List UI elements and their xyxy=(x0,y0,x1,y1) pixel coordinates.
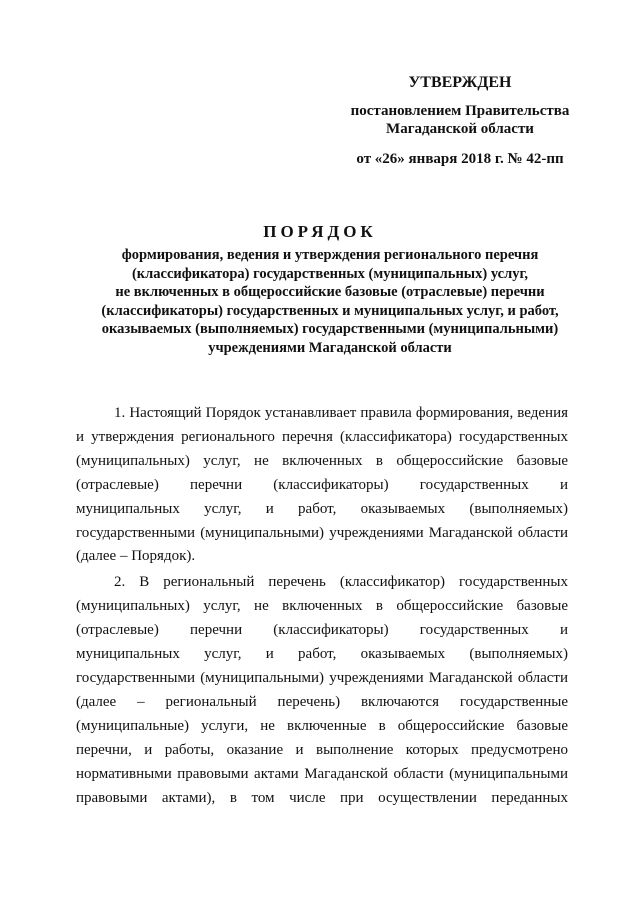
paragraph-2 xyxy=(76,571,568,810)
body-line: 1. Настоящий Порядок устанавливает правила формирования, ведения xyxy=(114,405,568,421)
subtitle-line: оказываемых (выполняемых) государственными (муниципальными) xyxy=(101,321,559,337)
body-line: (муниципальные) услуги, не включенные в общероссийские базовые xyxy=(76,717,568,734)
approval-date: от «26» января 2018 г. № 42-пп xyxy=(356,151,564,167)
document-title: ПОРЯДОК xyxy=(263,222,377,241)
approval-title: УТВЕРЖДЕН xyxy=(408,74,512,91)
document-subtitle xyxy=(70,246,590,357)
body-line: (муниципальных) услуг, не включенных в общероссийские базовые xyxy=(76,598,568,615)
paragraph-1 xyxy=(76,402,568,569)
subtitle-line: учреждениями Магаданской области xyxy=(208,339,452,356)
body-line: правовыми актами), в том числе при осуществлении переданных xyxy=(76,789,568,806)
body-line: (далее – региональный перечень) включаются государственные xyxy=(76,693,568,710)
approval-stamp xyxy=(330,74,590,168)
subtitle-line: (классификаторы) государственных и муниципальных услуг, и работ, xyxy=(101,302,559,319)
subtitle-line: не включенных в общероссийские базовые (отраслевые) перечни xyxy=(115,284,545,300)
document-body xyxy=(76,402,568,810)
subtitle-line: формирования, ведения и утверждения регионального перечня xyxy=(121,247,539,263)
body-line: перечни, и работы, оказание и выполнение которых предусмотрено xyxy=(76,741,568,758)
body-line: 2. В региональный перечень (классификатор) государственных xyxy=(114,574,568,591)
body-line: (отраслевые) перечни (классификаторы) государственных и xyxy=(76,476,568,493)
approval-by-line: Магаданской области xyxy=(386,121,534,137)
body-line: муниципальных услуг, и работ, оказываемых (выполняемых) xyxy=(76,500,568,517)
body-line: (далее – Порядок). xyxy=(76,548,196,565)
body-line: государственными (муниципальными) учреждениями Магаданской области xyxy=(76,524,568,541)
body-line: муниципальных услуг, и работ, оказываемых (выполняемых) xyxy=(76,646,568,663)
body-line: государственными (муниципальными) учреждениями Магаданской области xyxy=(76,669,568,686)
approval-by-line: постановлением Правительства xyxy=(350,103,570,119)
body-line: (отраслевые) перечни (классификаторы) государственных и xyxy=(76,622,568,639)
body-line: нормативными правовыми актами Магаданской области (муниципальными xyxy=(76,765,568,782)
body-line: (муниципальных) услуг, не включенных в общероссийские базовые xyxy=(76,452,568,469)
subtitle-line: (классификатора) государственных (муниципальных) услуг, xyxy=(131,265,529,282)
body-line: и утверждения регионального перечня (классификатора) государственных xyxy=(76,428,568,445)
